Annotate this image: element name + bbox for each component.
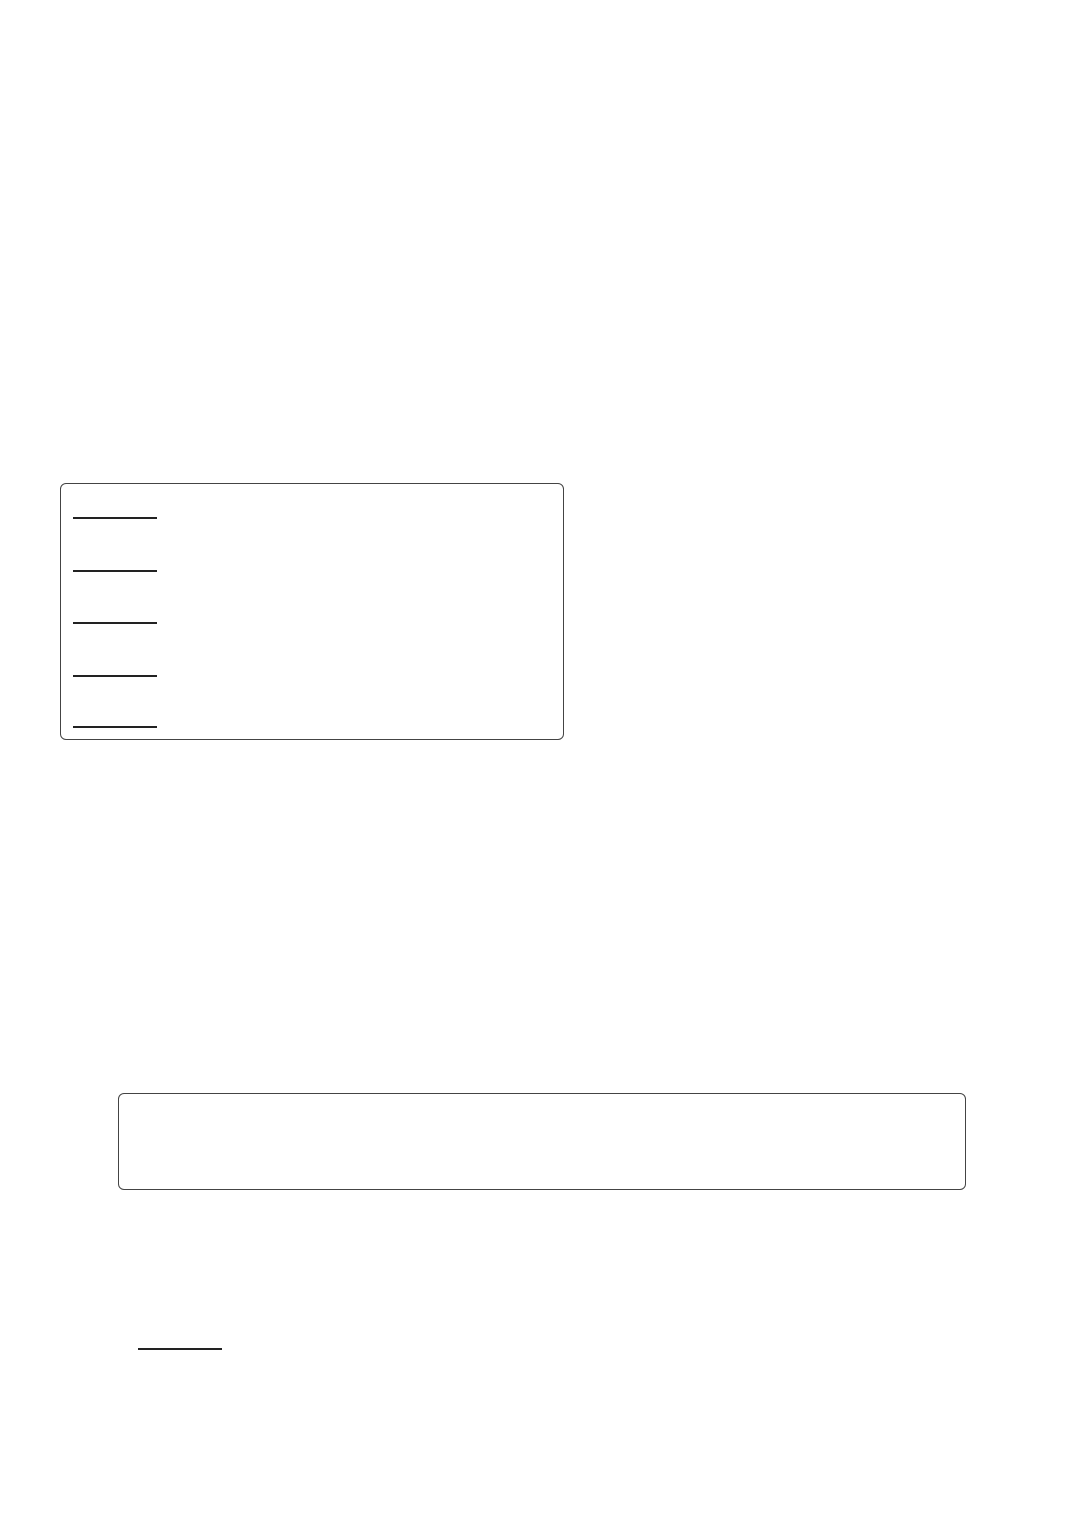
box-line-rules [71,598,159,631]
box-line-dontbe [71,702,159,735]
blank-2[interactable] [73,546,157,572]
q1-line [98,1324,224,1357]
blank-3[interactable] [73,598,157,624]
blank-4[interactable] [73,651,157,677]
word-box [118,1093,966,1190]
q1-blank[interactable] [138,1324,222,1350]
blank-1[interactable] [73,493,157,519]
box-line-have [71,651,159,684]
box-line-weather [71,493,159,526]
blank-5[interactable] [73,702,157,728]
box-line-getup [71,546,159,579]
